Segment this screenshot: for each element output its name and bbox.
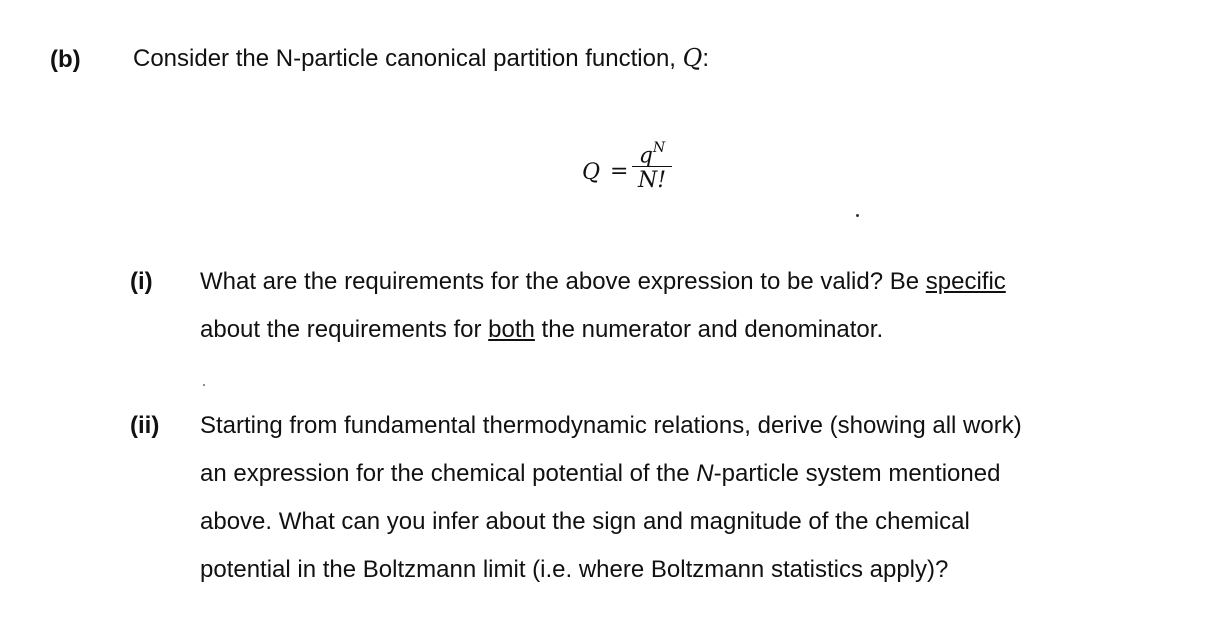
question-ii-label: (ii) xyxy=(130,412,160,439)
equation-denominator: N! xyxy=(637,168,667,193)
intro-text: Consider the N-particle canonical partition function, xyxy=(133,45,683,72)
question-i-line-1 xyxy=(200,258,1006,306)
stray-mark xyxy=(856,214,859,217)
question-ii-line-1: Starting from fundamental thermodynamic relations, derive (showing all work) xyxy=(200,412,1022,439)
question-ii-line-2-text: an expression for the chemical potential of the xyxy=(200,460,697,487)
intro-symbol: Q xyxy=(682,44,703,72)
numerator-base: q xyxy=(638,143,653,169)
question-i-line-1-text: What are the requirements for the above expression to be valid? Be xyxy=(200,268,926,295)
part-label: (b) xyxy=(50,46,81,73)
numerator-exponent: N xyxy=(652,140,666,156)
question-ii-line-2 xyxy=(200,450,1022,498)
intro-sentence xyxy=(133,42,709,75)
underlined-both: both xyxy=(488,316,535,343)
intro-end: : xyxy=(702,45,709,72)
question-i-line-2 xyxy=(200,306,1006,354)
question-ii-line-2-end: -particle system mentioned xyxy=(713,460,1001,487)
question-i-line-2-end: the numerator and denominator. xyxy=(534,316,884,343)
question-ii-line-3: above. What can you infer about the sign and magnitude of the chemical xyxy=(200,508,970,535)
italic-n: N xyxy=(696,460,714,487)
equation-equals-sign: = xyxy=(610,159,629,184)
partition-function-equation xyxy=(574,134,714,214)
question-i-text xyxy=(200,258,1006,354)
question-i-label: (i) xyxy=(130,268,153,295)
question-i-line-2-text: about the requirements for xyxy=(200,316,489,343)
underlined-specific: specific xyxy=(925,268,1006,295)
equation-lhs: Q xyxy=(582,160,601,185)
equation-fraction xyxy=(632,136,672,194)
question-ii-line-4: potential in the Boltzmann limit (i.e. where Boltzmann statistics apply)? xyxy=(200,556,949,583)
question-ii-text xyxy=(200,402,1022,594)
equation-numerator xyxy=(632,136,672,169)
stray-mark-2 xyxy=(203,384,205,386)
